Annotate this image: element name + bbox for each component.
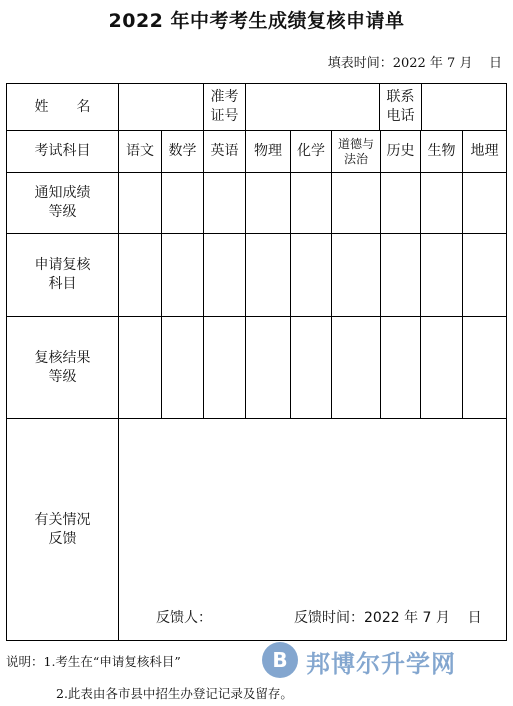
subjects-label: 考试科目	[34, 143, 91, 159]
notified-grade-label: 通知成绩 等级	[34, 185, 91, 220]
watermark	[258, 640, 508, 680]
subject-geography: 地理	[470, 143, 499, 159]
ticket-number-label: 准考 证号	[210, 89, 239, 124]
subject-physics: 物理	[254, 143, 282, 159]
subject-history: 历史	[386, 143, 415, 159]
subject-morality-law: 道德与 法治	[337, 136, 374, 166]
phone-input-cell[interactable]	[422, 84, 506, 130]
subject-chemistry: 化学	[297, 143, 325, 159]
subject-math: 数学	[168, 143, 197, 159]
ticket-number-input-cell[interactable]	[246, 84, 379, 130]
review-result-label: 复核结果 等级	[34, 349, 91, 385]
fill-time: 填表时间：2022 年 7 月 日	[327, 56, 502, 71]
review-subject-label: 申请复核 科目	[34, 257, 91, 292]
note-line-2: 2.此表由各市县中招生办登记记录及留存。	[56, 686, 293, 701]
feedback-label: 有关情况 反馈	[34, 511, 91, 547]
subject-english: 英语	[210, 143, 239, 159]
feedback-person-label: 反馈人：	[156, 610, 212, 626]
subject-biology: 生物	[427, 143, 456, 159]
watermark-logo-icon	[258, 640, 302, 680]
watermark-text: 邦博尔升学网	[306, 650, 456, 678]
name-label: 姓 名	[34, 98, 91, 115]
page-title: 2022 年中考考生成绩复核申请单	[108, 10, 405, 32]
subject-chinese: 语文	[126, 143, 154, 159]
note-line-1: 说明：1.考生在“申请复核科目”	[6, 654, 181, 669]
feedback-time-label: 反馈时间：2022 年 7 月 日	[294, 610, 482, 626]
phone-label: 联系 电话	[386, 89, 415, 124]
svg-text:B: B	[272, 648, 288, 672]
name-input-cell[interactable]	[119, 84, 203, 130]
